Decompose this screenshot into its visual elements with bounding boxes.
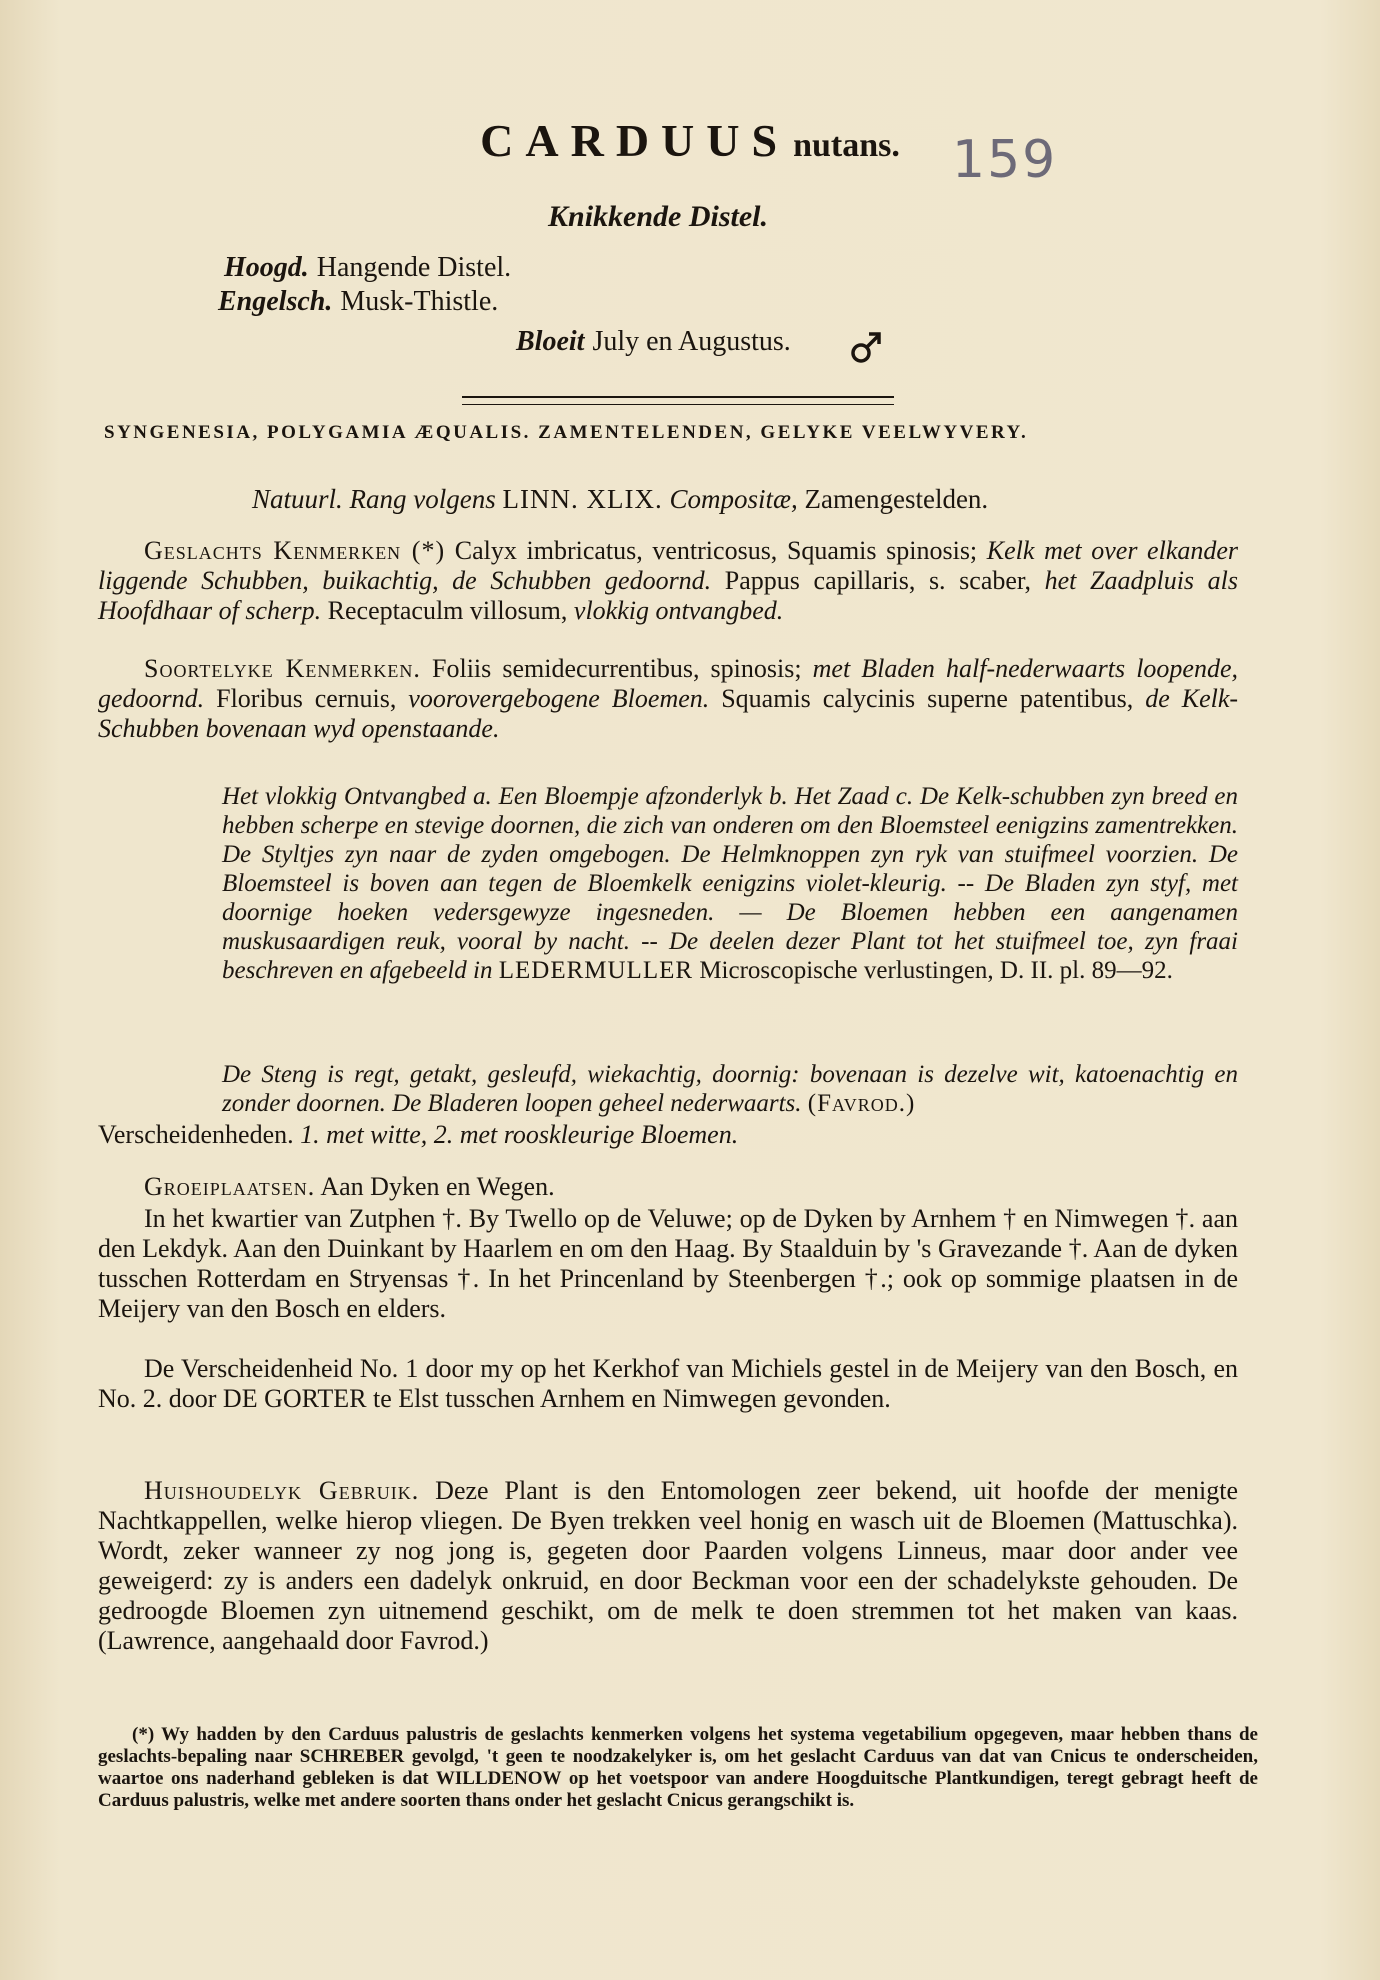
genus-chars-dutch-2: het Zaadpluis als Hoofdhaar of scherp. (98, 566, 1238, 625)
species-chars-dutch-2: voorovergebogene Bloemen. (408, 684, 710, 713)
species-chars-dutch-3: de Kelk-Schubben bovenaan wyd openstaande. (98, 684, 1239, 743)
male-symbol-icon (848, 330, 884, 366)
species-characters (98, 654, 1238, 744)
page-title (0, 115, 1380, 166)
name-english-lang: Engelsch. (218, 286, 333, 317)
household-use (98, 1476, 1238, 1656)
description-text-2: Microscopische verlustingen, D. II. pl. 89—92. (699, 957, 1173, 984)
genus-characters (98, 536, 1238, 626)
genus-chars-latin-4: Receptaculm villosum, (327, 596, 568, 625)
title-genus: CARDUUS (480, 115, 790, 166)
species-characters-label: Soortelyke Kenmerken. (144, 654, 421, 683)
name-english-value: Musk-Thistle. (340, 286, 499, 317)
description-author: LEDERMULLER (498, 957, 694, 984)
stem-description (222, 1060, 1238, 1118)
household-use-label: Huishoudelyk Gebruik. (144, 1476, 420, 1505)
habitat-locations: In het kwartier van Zutphen †. By Twello op de Veluwe; op de Dyken by Arnhem † en Nimwegen †. aan den Lekdyk. Aan den Duinkant by Haarlem en om den Haag. By Staalduin by 's Gravezande †. Aan de dyken tusschen Rotterdam en Stryensas †. In het Princenland by Steenbergen †.; ook op sommige plaatsen in de Meijery van den Bosch en elders. (98, 1204, 1238, 1323)
genus-chars-dutch-1: Kelk met over elkander liggende Schubben, buikachtig, de Schubben gedoornd. (98, 536, 1239, 595)
genus-characters-label: Geslachts Kenmerken (*) (144, 536, 446, 565)
stem-reference: (Favrod.) (807, 1090, 916, 1117)
footnote: (*) Wy hadden by den Carduus palustris de geslachts kenmerken volgens het systema vegetabilium opgegeven, maar hebben thans de geslachts-bepaling naar SCHREBER gevolgd, 't geen te noodzakelyker is, om het geslacht Carduus van dat van Cnicus te onderscheiden, waartoe ons naderhand gebleken is dat WILLDENOW op het voetspoor van andere Hoogduitsche Plantkundigen, teregt gebragt heeft de Carduus palustris, welke met andere soorten thans onder het geslacht Cnicus gerangschikt is. (98, 1724, 1258, 1811)
linnaean-classification: SYNGENESIA, POLYGAMIA ÆQUALIS. ZAMENTELENDEN, GELYKE VEELWYVERY. (104, 422, 1029, 443)
rank-label: Natuurl. Rang volgens (252, 484, 496, 514)
varieties-label: Verscheidenheden. (98, 1120, 294, 1149)
bloom-period (516, 326, 791, 358)
household-use-text: Deze Plant is den Entomologen zeer bekend, uit hoofde der menigte Nachtkappellen, welke hierop vliegen. De Byen trekken veel honig en wasch uit de Bloemen (Mattuschka). Wordt, zeker wanneer zy nog jong is, gegeten door Paarden volgens Linneus, maar door ander vee geweigerd: zy is anders een dadelyk onkruid, en door Beckman voor een der schadelykste gehouden. De gedroogde Bloemen zyn uitnemend geschikt, om de melk te doen stremmen tot het maken van kaas. (Lawrence, aangehaald door Favrod.) (98, 1476, 1239, 1655)
species-chars-dutch-1: met Bladen half-nederwaarts loopende, gedoornd. (98, 654, 1238, 713)
genus-chars-latin-1: Calyx imbricatus, ventricosus, Squamis spinosis; (454, 536, 978, 565)
name-german-lang: Hoogd. (224, 252, 309, 283)
decorative-rule (462, 396, 894, 405)
name-english (218, 286, 498, 318)
varieties (98, 1120, 1238, 1150)
description-text-1: Het vlokkig Ontvangbed a. Een Bloempje afzonderlyk b. Het Zaad c. De Kelk-schubben zyn breed en hebben scherpe en stevige doornen, die zich van onderen om den Bloemsteel eenigzins zamentrekken. De Styltjes zyn naar de zyden omgebogen. De Helmknoppen zyn ryk van stuifmeel voorzien. De Bloemsteel is boven aan tegen de Bloemkelk eenigzins violet-kleurig. -- De Bladen zyn styf, met doornige hoeken vedersgewyze ingesneden. — De Bloemen hebben een aangenamen muskusaardigen reuk, vooral by nacht. -- De deelen dezer Plant tot het stuifmeel toe, zyn fraai beschreven en afgebeeld in (222, 783, 1238, 984)
species-chars-latin-3: Squamis calycinis superne patentibus, (721, 684, 1134, 713)
varieties-text: 1. met witte, 2. met rooskleurige Bloemen. (300, 1120, 739, 1149)
bloom-label: Bloeit (516, 326, 585, 357)
genus-chars-latin-2: Pappus capillaris, (724, 566, 916, 595)
habitat-label: Groeiplaatsen. (144, 1172, 316, 1201)
habitat-variety-note: De Verscheidenheid No. 1 door my op het Kerkhof van Michiels gestel in de Meijery van den Bosch, en No. 2. door DE GORTER te Elst tusschen Arnhem en Nimwegen gevonden. (98, 1354, 1238, 1413)
habitat (98, 1172, 1238, 1202)
title-species: nutans. (793, 127, 900, 164)
handwritten-page-number: 159 (952, 130, 1058, 190)
species-chars-latin-1: Foliis semidecurrentibus, spinosis; (432, 654, 802, 683)
name-german (224, 252, 511, 284)
name-german-value: Hangende Distel. (316, 252, 512, 283)
genus-chars-latin-3: s. scaber, (928, 566, 1032, 595)
habitat-intro: Aan Dyken en Wegen. (320, 1172, 555, 1201)
bloom-months: July en Augustus. (592, 326, 791, 357)
rank-dutch: Zamengestelden. (804, 484, 989, 514)
plate-description (222, 782, 1238, 985)
dutch-name: Knikkende Distel. (548, 200, 769, 233)
stem-text: De Steng is regt, getakt, gesleufd, wiekachtig, doornig: bovenaan is dezelve wit, katoenachtig en zonder doornen. De Bladeren loopen geheel nederwaarts. (222, 1061, 1238, 1117)
genus-chars-dutch-3: vlokkig ontvangbed. (573, 596, 784, 625)
rank-compositae: Compositæ, (669, 484, 798, 514)
species-chars-latin-2: Floribus cernuis, (216, 684, 397, 713)
rank-linn: LINN. XLIX. (502, 484, 663, 514)
natural-rank (252, 484, 988, 515)
